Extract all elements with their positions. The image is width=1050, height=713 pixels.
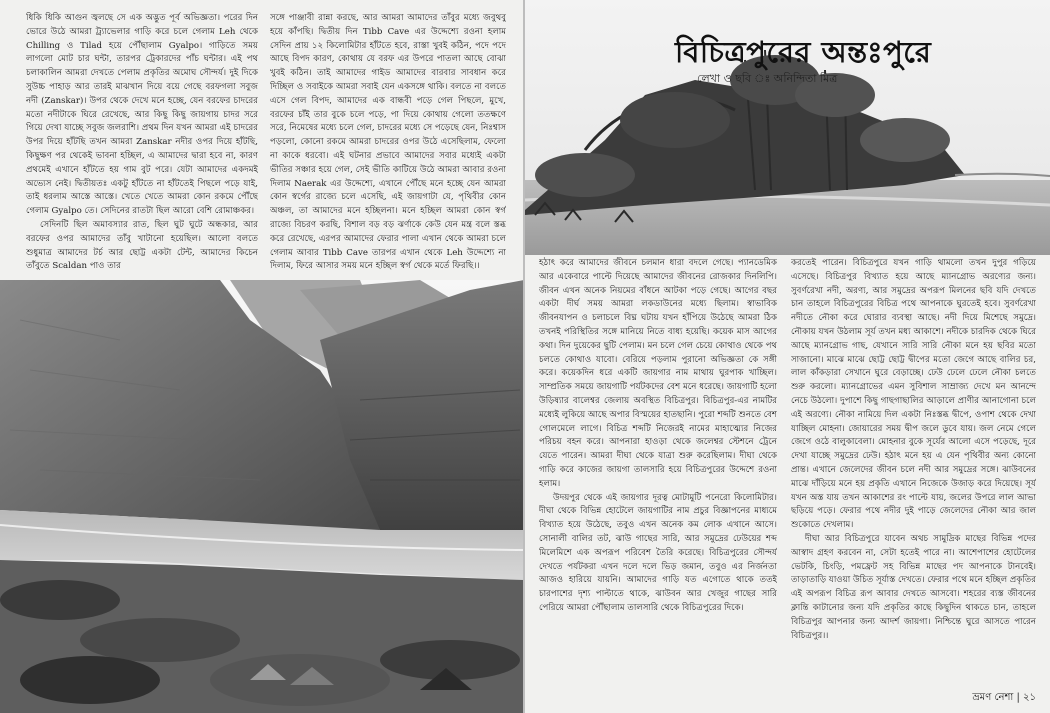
paragraph: ধিকি ধিকি আগুন জ্বলছে সে এক অদ্ভুত পূর্ব অভিজ্ঞতা। পরের দিন ভোরে উঠে আমরা ট্র্যাভেলার গাড়ি করে চলে গেলাম Leh থেকে Chilling ও Tilad হয়ে পৌঁছালাম Gyalpo। গাড়িতে সময় লাগলো মোট চার ঘন্টা, তারপর ট্রেকারদের পাঁচ ঘন্টার। এই পথ চলাকালিন আমরা দেখতে পেলাম প্রকৃতির অমোঘ সৌন্দর্য। দুই দিকে সুউচ্চ পাহাড় আর তারই মাঝখান দিয়ে বয়ে গেছে বরফগলা সবুজ নদী (Zanskar)। উপর থেকে দেখে মনে হচ্ছে, যেন বরফের চাদরের মতো নদীটাকে ঘিরে রেখেছে, আর কিছু কিছু জায়গায় চাদর সরে গিয়ে দেখা যাচ্ছে সবুজ জলরাশি। প্রথম দিন যখন আমরা এই চাদরের উপর দিয়ে হাঁটছি তখন আমরা Zanskar নদীর ওপর দিয়ে হাঁটছি, কিছুক্ষণ পর থেকেই ভাবনা হচ্ছিল, এ আমাদের দ্বারা হবে না, কারণ প্রথমেই এখানে হাঁটতে হয় গাম বুট পরে। যেটা আমাদের একদমই অভ্যেস নেই। দ্বিতীয়তঃ একটু হাঁটতে না হাঁটতেই পিছলে পড়ে যাই, তাই ধরলাম আস্তে আস্তে। খেতে খেতে আমরা কোন রকমে পৌঁছে গেলাম Gyalpo তে। সেদিনের রাতটা ছিল আরো বেশি রোমাঞ্চকর। xyxy=(26,13,258,217)
zanskar-river-photo xyxy=(0,280,524,713)
page-footer: ভ্রমণ নেশা | ২১ xyxy=(972,692,1036,703)
right-col-1 xyxy=(539,257,777,695)
paragraph: সঙ্গে পাঞ্জাবী রান্না করছে, আর আমরা আমাদের তাঁবুর মধ্যে জবুথবু হয়ে কাঁপছি। দ্বিতীয় দিন Tibb Cave এর উদ্দেশ্যে রওনা হলাম সেদিন প্রায় ১২ কিলোমিটার হাঁটতে হবে, রাস্তা খুবই কঠিন, পদে পদে আছে বিপদ কারণ, কোথায় যে বরফ এর উপরে পাতলা আছে বোঝা খুবই কঠিন। তাই আমাদের গাইড আমাদের বারবার সাবধান করে দিচ্ছিল ও সবাইকে আমরা সবাই যেন একসঙ্গে থাকি। বলতে না বলতে এসে গেল বিপদ, আমাদের এক বান্ধবী পড়ে গেল পিছলে, মুখে, বরফের চাঁই তার বুকে চলে পড়ে, পা দিয়ে কোথায় গেলো ততক্ষণে সরে, নিমেষের মধ্যে চলে গেল, চাদরের মধ্যে সে পড়েছে যেন, নিঃশ্বাস পড়লো, কোনো রকমে আমরা চাদরের ওপর উঠে এসেছিলাম, ফেলো না কাকে ধরবো। এই ঘটনার প্রভাবে আমাদের সবার মধ্যেই একটা ভীতির সঞ্চার হয়ে গেল, সেই ভীতি কাটিয়ে উঠে আমরা আবার রওনা দিলাম Naerak এর উদ্দেশ্যে, এখানে পৌঁছে মনে হচ্ছে যেন আমরা কোন স্বর্গের রাজ্যে চলে এসেছি, এই জায়গাটা যে, পৃথিবীর কোন অঞ্চল, তা আমাদের মনে হচ্ছিলনা। মনে হচ্ছিল আমরা কোন স্বর্গ রাজ্যে বিচরণ করছি, বিশাল বড় বড় ঝর্ণাকে কেউ যেন মন্ত্র বলে স্তব্ধ করে রেখেছে, এরপর আমাদের ফেরার পালা এখান থেকে আমরা চলে গেলাম আবার Tibb Cave তারপর এখান থেকে Leh উদ্দেশ্যে না দিলাম, ফিরে আসার সময় মনে হচ্ছিল স্বর্গ থেকে মর্তে ফিরছি।। xyxy=(270,13,506,272)
mangrove-beach-photo xyxy=(525,0,1050,255)
paragraph: হঠাৎ করে আমাদের জীবনে চলমান ধারা বদলে গেছে। প্যানডেমিক আর একেবারে পাল্টে দিয়েছে আমাদের জীবনের রোজকার দিনলিপি। জীবন এখন অনেক নিয়মের বাঁধনে আটকা পড়ে গেছে। আগের বছর একটা দীর্ঘ সময় আমরা লকডাউনের মধ্যে ছিলাম। স্বাভাবিক জীবনযাপন ও চলাচলে বিঘ্ন ঘটায় যখন হাঁপিয়ে উঠেছে আমরা ঠিক তখনই পরিস্থিতির সঙ্গে মানিয়ে নিতে বাধ্য হয়েছি। কয়েক মাস আগের কথা। দিন দুয়েকের ছুটি পেলাম। মন চলে গেল চেয়ে কোথাও থেকে পথ চলতে কোথাও যাবো। বেরিয়ে পড়লাম পুরানো অভিজ্ঞতা কে সঙ্গী করে। কয়েকদিন ধরে একটি জায়গার নাম মাথায় ঘুরপাক খাচ্ছিল। সাম্প্রতিক সময়ে জায়গাটি পর্যটকদের বেশ মনে ধরেছে। জায়গাটি হলো উড়িষ্যার বালেশ্বর জেলায় অবস্থিত বিচিত্রপুর। বিচিত্রপুর-এর নামটির মধ্যেই লুকিয়ে আছে অপার বিস্ময়ের হাতছানি। পুরো শব্দটি শুনতে বেশ গোলমেলে লাগে। বিচিত্র শব্দটি নিজেরই নামের মাহাত্ম্যের নিজের পরিচয় বহন করে। আপনারা হাওড়া থেকে জলেশ্বর স্টেশনে ট্রেনে যেতে পারেন। আমরা দীঘা থেকে যাত্রা শুরু করেছিলাম। দীঘা থেকে গাড়ি করে কাজের জায়গা তালসারি হয়ে বিচিত্রপুরের উদ্দেশে রওনা হলাম। xyxy=(539,258,777,489)
paragraph: দীঘা আর বিচিত্রপুরে যাবেন অথচ সামুদ্রিক মাছের বিভিন্ন পদের আস্বাদ গ্রহণ করবেন না, সেটা হতেই পারে না। আশেপাশের হোটেলের ভেটকি, চিংড়ি, পমফ্রেট সহ বিভিন্ন মাছের পদ আপনাকে টানবেই। তাড়াতাড়ি যাওয়া উচিত সূর্যাস্ত দেখতে। ফেরার পথে মনে হচ্ছিল প্রকৃতির এই অপরূপ বিচিত্র রূপ আবার দেখতে আসবো। শহরের ব্যস্ত জীবনের ক্লান্তি কাটানোর জন্য যদি প্রকৃতির কাছে কিছুদিন থাকতে চান, তাহলে বিচিত্রপুর আপনার জন্য আদর্শ জায়গা। নিশ্চিন্তে ঘুরে আসতে পারেন বিচিত্রপুর।। xyxy=(791,533,1036,641)
right-page xyxy=(525,0,1050,713)
left-col-2 xyxy=(270,12,506,274)
right-col-2 xyxy=(791,257,1036,657)
paragraph: সেদিনটি ছিল অমাবস্যার রাত, ছিল ঘুট ঘুটে অন্ধকার, আর বরফের ওপর আমাদের তাঁবু খাটানো হয়েছিল। আলো বলতে শুধুমাত্র আমাদের টর্চ আর ছোট্ট একটা টেন্ট, আমাদের কিচেন তাঁবুতে Scaldan পাও তার xyxy=(26,219,258,272)
article-byline: লেখা ও ছবি ঃ অনিন্দিতা মিত্র xyxy=(697,72,838,85)
left-page xyxy=(0,0,524,713)
paragraph: উদয়পুর থেকে এই জায়গার দূরত্ব মোটামুটি পনেরো কিলোমিটার। দীঘা থেকে বিভিন্ন হোটেলে জায়গাটির নাম প্রচুর বিজ্ঞাপনের মাধ্যমে বিখ্যাত হয়ে উঠেছে, তবুও এখন অনেক কম লোক এখানে আসে। সোনালী বালির তট, ঝাউ গাছের সারি, আর সমুদ্রের ঢেউয়ের শব্দ মিলেমিশে এক অপরূপ পরিবেশ তৈরি করেছে। বিচিত্রপুরের সৌন্দর্য দেখতে পর্যটকরা এখন দলে দলে ভিড় জমান, তবুও এর নির্জনতা আজও হারিয়ে যায়নি। আমাদের গাড়ি যত এগোতে থাকে ততই চারপাশের দৃশ্য পাল্টাতে থাকে, ঝাউবন আর খেজুর গাছের সারি পেরিয়ে আমরা পৌঁছালাম তালসারি থেকে বিচিত্রপুরের দিকে। xyxy=(539,492,777,613)
left-col-1 xyxy=(26,12,258,274)
paragraph: করতেই পারেন। বিচিত্রপুরে যখন গাড়ি থামলো তখন দুপুর গড়িয়ে এসেছে। বিচিত্রপুর বিখ্যাত হয়ে আছে ম্যানগ্রোভ অরণ্যের জন্য। সুবর্ণরেখা নদী, অরণ্য, আর সমুদ্রের অপরূপ মিলনের ছবি যদি দেখতে চান তাহলে বিচিত্রপুরের বিচিত্র পথে আপনাকে ঘুরতেই হবে। সুবর্ণরেখা নদীতে নৌকা করে ঘোরার ব্যবস্থা আছে। নদী দিয়ে মিশেছে সমুদ্রে। নৌকায় যখন উঠলাম সূর্য তখন মধ্য আকাশে। নদীকে চারদিক থেকে ঘিরে আছে ম্যানগ্রোভ গাছ, যেখানে সারি সারি নৌকা মনে হয় ছবির মতো সাজানো। মাঝে মাঝে ছোট্ট ছোট্ট দ্বীপের মতো জেগে আছে বালির চর, লাল কাঁকড়ারা সেখানে ঘুরে বেড়াচ্ছে। ঢেউ ঢেলে ঢেলে নৌকা চলতে শুরু করলো। ম্যানগ্রোভের এমন সুবিশাল সাম্রাজ্য দেখে মন আনন্দে নেচে উঠলো। দুপাশে কিছু গাছগাছালির আড়ালে প্রাণীর আনাগোনা চলে এই অরণ্যে। নৌকা নামিয়ে দিল একটা নিঃস্তব্ধ দ্বীপে, ওপাশ থেকে দেখা যাচ্ছিল মোহনা। জোয়ারের সময় দ্বীপ জলে ডুবে যায়। জল নেমে গেলে জেগে ওঠে বালুকাবেলা। মোহনার বুকে সূর্যের আলো এসে পড়েছে, দূরে দেখা যাচ্ছে সমুদ্রের ঢেউ। হঠাৎ মনে হয় এ যেন পৃথিবীর অন্য কোনো প্রান্ত। এখানে জেলেদের জীবন চলে নদী আর সমুদ্রের সঙ্গে। ঝাউবনের মাঝে দাঁড়িয়ে মনে হয় প্রকৃতি এখানে নিজেকে উজাড় করে দিয়েছে। সূর্য যখন অস্ত যায় তখন আকাশের রং পাল্টে যায়, জলের উপরে লাল আভা ছড়িয়ে পড়ে। ফেরার পথে নদীর দুই পাড়ে জেলেদের নৌকা আর জাল শুকোতে দেখলাম। xyxy=(791,258,1036,531)
article-title: বিচিত্রপুরের অন্তঃপুরে xyxy=(675,35,932,69)
